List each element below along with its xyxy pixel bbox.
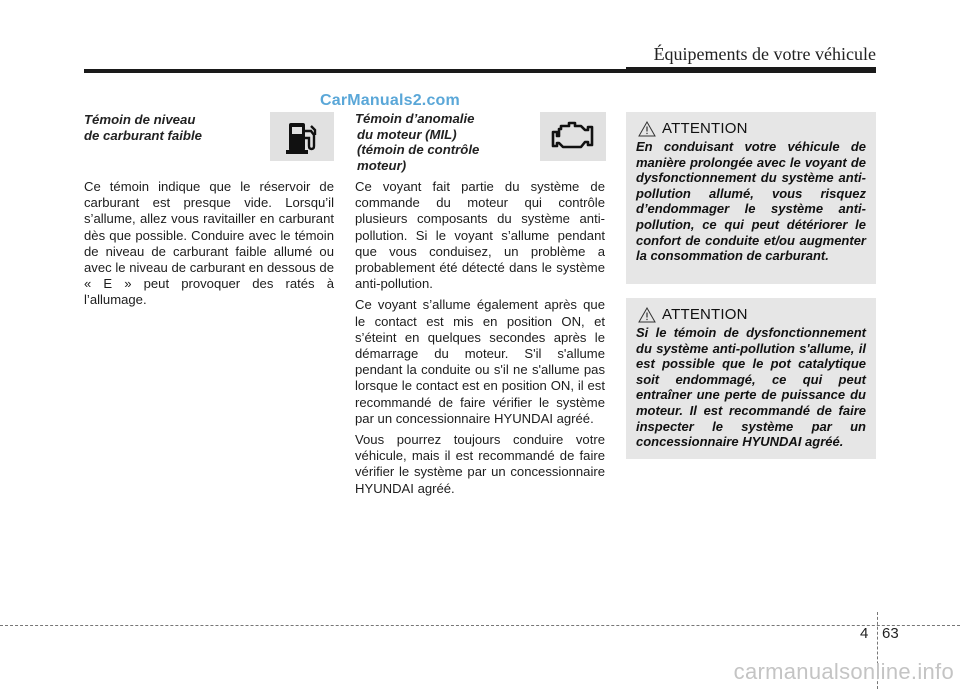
chapter-number: 4	[860, 625, 869, 642]
section-mil-paragraph-1: Ce voyant fait partie du système de commande du moteur qui contrôle plusieurs composants du système anti-pollution. Si le voyant s’allume pendant que vous conduisez, un problème a probablement été détecté dans le système anti-pollution.	[355, 179, 605, 292]
warning-triangle-icon	[638, 121, 656, 137]
section-fuel-title	[84, 112, 202, 144]
warning-box-2	[626, 298, 876, 459]
section-fuel-paragraph: Ce témoin indique que le réservoir de carburant est presque vide. Lorsqu’il s’allume, allez vous ravitailler en carburant dès que possible. Conduire avec le témoin de niveau de carburant faible allumé ou avec le niveau de carburant en dessous de « E » peut provoquer des ratés à l’allumage.	[84, 179, 334, 308]
warning-box-1	[626, 112, 876, 284]
watermark-bottom[interactable]: carmanualsonline.info	[733, 659, 954, 684]
section-mil-body	[355, 179, 605, 502]
engine-indicator-box	[540, 112, 606, 161]
warning-1-heading: ATTENTION	[662, 120, 748, 137]
warning-2-header	[638, 306, 866, 323]
section-mil-title-line2: du moteur (MIL)	[357, 126, 457, 142]
page-header-title: Équipements de votre véhicule	[653, 44, 876, 64]
warning-2-body: Si le témoin de dysfonctionnement du système anti-pollution s'allume, il est possible que le pot catalytique soit endommagé, ce qui peut entraîner une perte de puissance du moteur. Il est recommandé de faire inspecter le système par un concessionnaire HYUNDAI agréé.	[636, 325, 866, 450]
watermark-top[interactable]: CarManuals2.com	[320, 92, 460, 109]
section-mil-title-line1: Témoin d’anomalie	[355, 111, 475, 126]
warning-1-body: En conduisant votre véhicule de manière prolongée avec le voyant de dysfonctionnement du système anti-pollution allumé, vous risquez d’endommager le système anti-pollution, ce qui peut détériorer le confort de conduite et/ou augmenter la consommation de carburant.	[636, 139, 866, 264]
section-mil-paragraph-2: Ce voyant s’allume également après que le contact est mis en position ON, et s’éteint en quelques secondes après le démarrage du moteur. S'il s'allume pendant la conduite ou s'il ne s'allume pas lorsque le contact est en position ON, il est recommandé de faire vérifier le système par un concessionnaire HYUNDAI agréé.	[355, 297, 605, 426]
warning-1-header	[638, 120, 866, 137]
section-fuel-body	[84, 179, 334, 314]
section-fuel-title-line1: Témoin de niveau	[84, 112, 196, 127]
warning-2-heading: ATTENTION	[662, 306, 748, 323]
section-mil-title	[355, 111, 479, 173]
header-rule	[84, 69, 876, 73]
section-mil-title-line4: moteur)	[357, 157, 407, 173]
section-mil-paragraph-3: Vous pourrez toujours conduire votre véhicule, mais il est recommandé de faire vérifier le système par un concessionnaire HYUNDAI agréé.	[355, 432, 605, 496]
fuel-pump-icon	[282, 117, 322, 157]
fuel-indicator-box	[270, 112, 334, 161]
page-number: 63	[882, 625, 899, 642]
check-engine-icon	[550, 121, 596, 153]
footer-rule	[0, 625, 960, 626]
warning-triangle-icon	[638, 307, 656, 323]
section-mil-title-line3: (témoin de contrôle	[357, 142, 480, 157]
section-fuel-title-line2: de carburant faible	[84, 128, 202, 143]
